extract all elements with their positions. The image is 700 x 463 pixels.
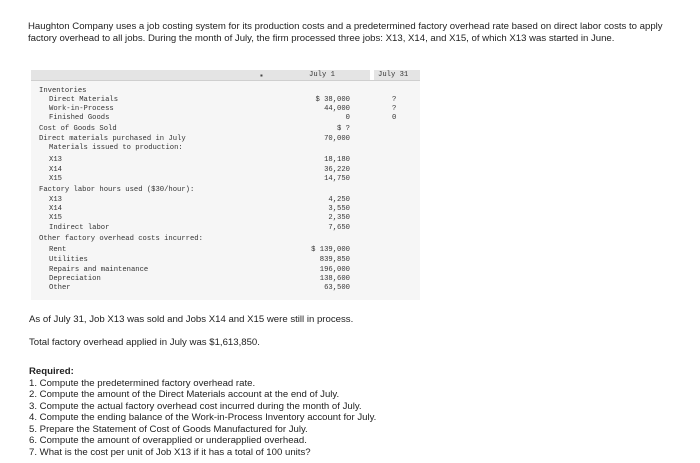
row-label: X15 bbox=[49, 214, 62, 222]
required-item: 4. Compute the ending balance of the Work-in-Process Inventory account for July. bbox=[29, 412, 377, 423]
row-value-july-31: ? bbox=[392, 105, 397, 113]
row-value-july-1: 70,000 bbox=[324, 135, 350, 143]
row-value-july-1: 0 bbox=[345, 114, 350, 122]
row-label: Other factory overhead costs incurred: bbox=[39, 235, 203, 243]
row-value-july-1: 44,000 bbox=[324, 105, 350, 113]
row-label: X13 bbox=[49, 196, 62, 204]
column-header-july-31: July 31 bbox=[378, 71, 409, 79]
row-value-july-1: 7,650 bbox=[328, 224, 350, 232]
row-label: Factory labor hours used ($30/hour): bbox=[39, 186, 195, 194]
problem-intro: Haughton Company uses a job costing system for its production costs and a predetermined factory overhead rate based on direct labor costs to apply factory overhead to all jobs. During the month of July, the firm processed three jobs: X13, X14, and X15, of which X13 was started in June. bbox=[28, 21, 663, 44]
row-label: X14 bbox=[49, 205, 62, 213]
statement-overhead-applied: Total factory overhead applied in July was $1,613,850. bbox=[29, 337, 260, 348]
row-label: Cost of Goods Sold bbox=[39, 125, 117, 133]
row-value-july-31: ? bbox=[392, 96, 397, 104]
row-value-july-1: 36,220 bbox=[324, 166, 350, 174]
row-label: X15 bbox=[49, 175, 62, 183]
required-item: 2. Compute the amount of the Direct Materials account at the end of July. bbox=[29, 389, 340, 400]
row-label: X14 bbox=[49, 166, 62, 174]
row-label: Direct Materials bbox=[49, 96, 119, 104]
required-section bbox=[29, 366, 669, 458]
row-value-july-1: $ ? bbox=[337, 125, 350, 133]
required-item: 3. Compute the actual factory overhead cost incurred during the month of July. bbox=[29, 400, 362, 412]
required-item: 7. What is the cost per unit of Job X13 if it has a total of 100 units? bbox=[29, 446, 311, 458]
header-marker: ▪ bbox=[259, 72, 264, 81]
row-label: X13 bbox=[49, 156, 62, 164]
row-value-july-1: 63,500 bbox=[324, 284, 350, 292]
column-header-july-1: July 1 bbox=[309, 71, 335, 79]
row-label: Direct materials purchased in July bbox=[39, 135, 186, 143]
row-value-july-1: $ 139,000 bbox=[311, 246, 350, 254]
required-item: 6. Compute the amount of overapplied or underapplied overhead. bbox=[29, 435, 307, 446]
row-label: Utilities bbox=[49, 256, 88, 264]
row-label: Indirect labor bbox=[49, 224, 110, 232]
row-label: Other bbox=[49, 284, 71, 292]
row-label: Work-in-Process bbox=[49, 105, 114, 113]
row-value-july-1: 18,180 bbox=[324, 156, 350, 164]
row-label: Materials issued to production: bbox=[49, 144, 183, 152]
table-header bbox=[31, 70, 420, 81]
required-item: 5. Prepare the Statement of Cost of Goods Manufactured for July. bbox=[29, 423, 308, 435]
row-value-july-1: 839,850 bbox=[319, 256, 350, 264]
row-value-july-1: 4,250 bbox=[328, 196, 350, 204]
row-value-july-1: 196,000 bbox=[319, 266, 350, 274]
row-value-july-1: 2,350 bbox=[328, 214, 350, 222]
required-title: Required: bbox=[29, 366, 74, 377]
row-value-july-1: 138,600 bbox=[319, 275, 350, 283]
required-item: 1. Compute the predetermined factory overhead rate. bbox=[29, 377, 256, 389]
row-value-july-31: 0 bbox=[392, 114, 397, 122]
statement-sold-jobs: As of July 31, Job X13 was sold and Jobs X14 and X15 were still in process. bbox=[29, 314, 354, 325]
data-table bbox=[31, 70, 420, 300]
row-value-july-1: 14,750 bbox=[324, 175, 350, 183]
row-value-july-1: 3,550 bbox=[328, 205, 350, 213]
row-label: Finished Goods bbox=[49, 114, 110, 122]
row-label: Rent bbox=[49, 246, 67, 254]
row-label: Repairs and maintenance bbox=[49, 266, 149, 274]
row-label: Inventories bbox=[39, 87, 87, 95]
row-value-july-1: $ 38,000 bbox=[315, 96, 350, 104]
row-label: Depreciation bbox=[49, 275, 101, 283]
